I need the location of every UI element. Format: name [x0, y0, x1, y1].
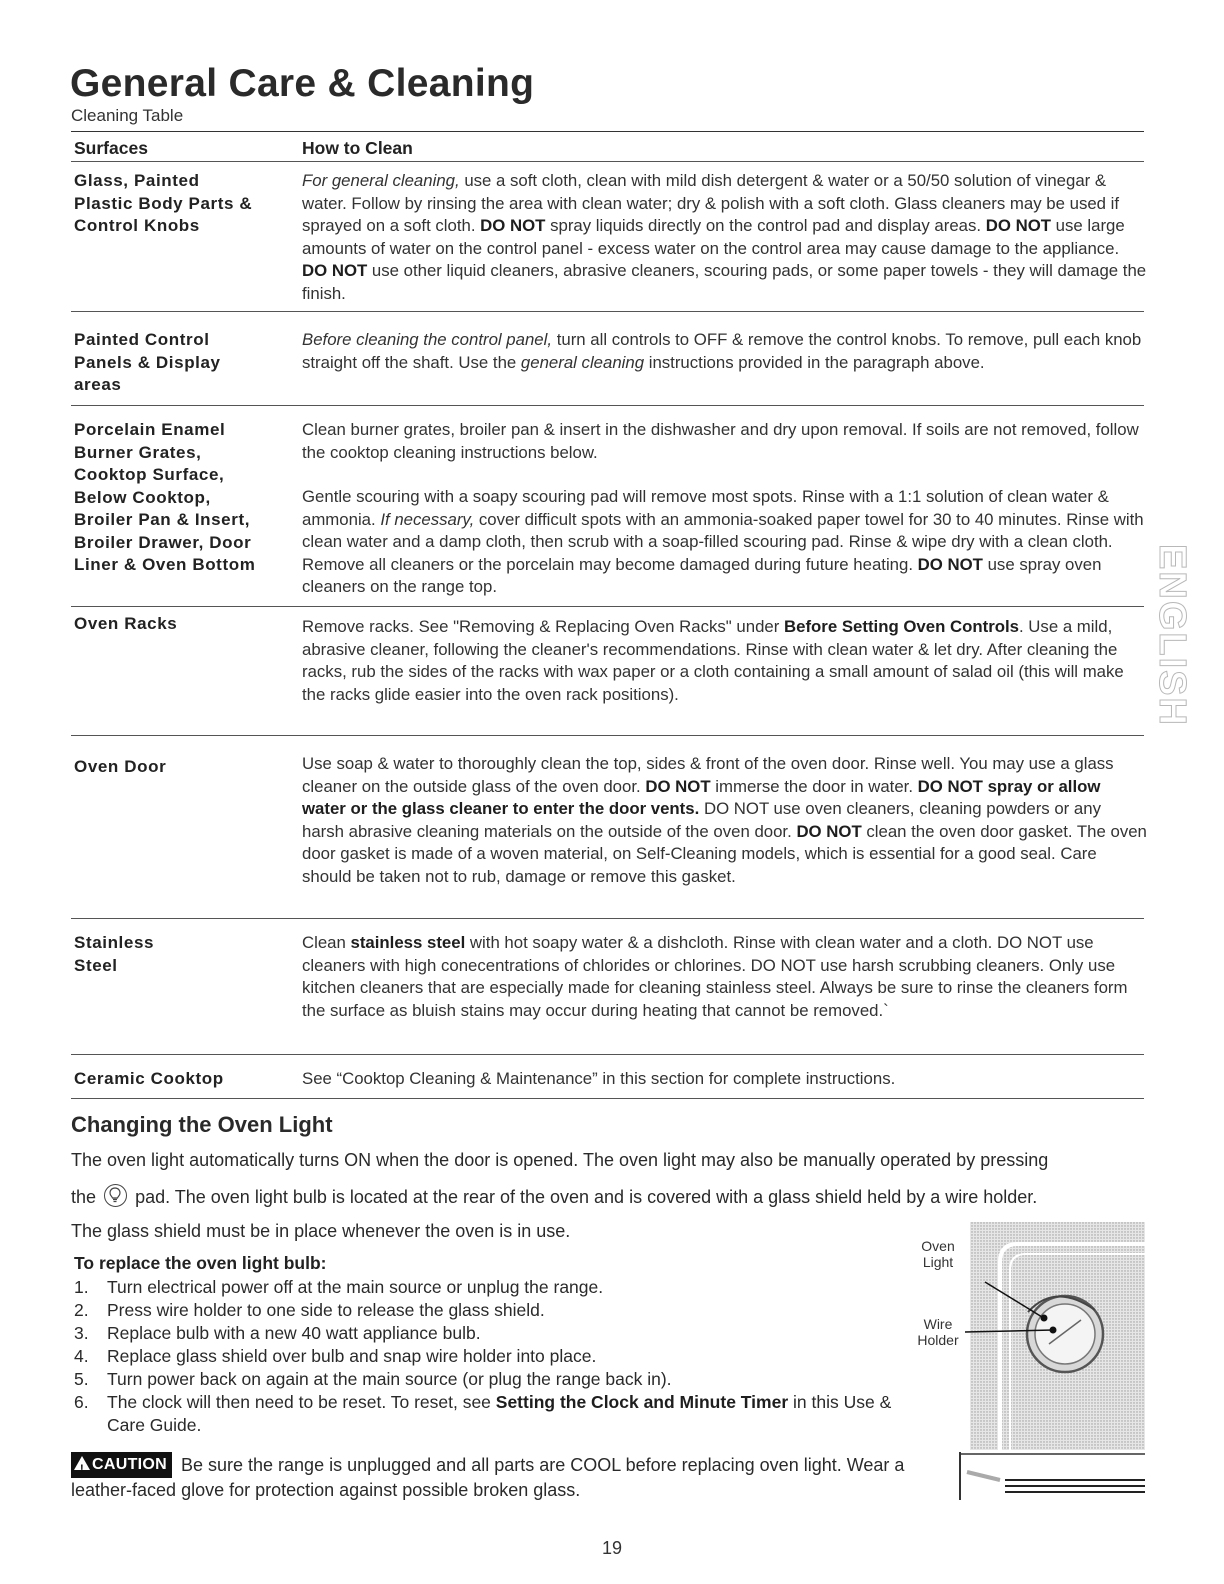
row-divider — [71, 1098, 1144, 1099]
how-to-clean-cell: For general cleaning, use a soft cloth, clean with mild dish detergent & water or a 50/50 solution of vinegar & water. Follow by rinsing the area with clean water; dry & polish with a soft cloth. Glass cleaners may be used if sprayed on a soft cloth. DO NOT spray liquids directly on the control pad and display areas. DO NOT use large amounts of water on the control panel - excess water on the control area may cause damage to the appliance. DO NOT use other liquid cleaners, abrasive cleaners, scouring pads, or some paper towels - they will damage the finish. — [302, 171, 1147, 303]
replace-bulb-steps — [74, 1276, 904, 1437]
wire-holder-label: Wire Holder — [917, 1316, 959, 1348]
page-subtitle: Cleaning Table — [71, 106, 184, 125]
list-item: 3. Replace bulb with a new 40 watt appliance bulb. — [74, 1323, 481, 1343]
oven-light-intro-2: the pad. The oven light bulb is located at the rear of the oven and is covered with a glass shield held by a wire holder. — [71, 1184, 1151, 1209]
list-item: 2. Press wire holder to one side to release the glass shield. — [74, 1300, 545, 1320]
row-divider — [71, 735, 1144, 736]
how-to-clean-cell: Clean burner grates, broiler pan & insert in the dishwasher and dry upon removal. If soils are not removed, follow the cooktop cleaning instructions below. Gentle scouring with a soapy scouring pad will remove most spots. Rinse with a 1:1 solution of clean water & ammonia. If necessary, cover difficult spots with an ammonia-soaked paper towel for 30 to 40 minutes. Rinse with clean water and a damp cloth, then scrub with a soap-filled scouring pad. Rinse & wipe dry with a clean cloth. Remove all cleaners or the porcelain may become damaged during future heating. DO NOT use spray oven cleaners on the range top. — [302, 420, 1144, 596]
list-item: 4. Replace glass shield over bulb and snap wire holder into place. — [74, 1346, 597, 1366]
surface-cell: Porcelain Enamel Burner Grates, Cooktop Surface, Below Cooktop, Broiler Pan & Insert, Broiler Drawer, Door Liner & Oven Bottom — [74, 420, 256, 574]
row-divider — [71, 918, 1144, 919]
oven-light-label: Oven Light — [921, 1238, 955, 1270]
list-item: 6. The clock will then need to be reset. To reset, see Setting the Clock and Minute Timer in this Use & Care Guide. — [74, 1392, 892, 1435]
oven-light-intro-3: The glass shield must be in place whenever the oven is in use. — [71, 1221, 571, 1241]
caution-badge: !CAUTION — [71, 1452, 172, 1478]
how-to-clean-cell: Use soap & water to thoroughly clean the top, sides & front of the oven door. Rinse well. You may use a glass cleaner on the outside glass of the oven door. DO NOT immerse the door in water. DO NOT spray or allow water or the glass cleaner to enter the door vents. DO NOT use oven cleaners, cleaning powders or any harsh abrasive cleaning materials on the outside of the oven door. DO NOT clean the oven door gasket. The oven door gasket is made of a woven material, on Self-Cleaning models, which is essential for a good seal. Care should be taken not to rub, damage or remove this gasket. — [302, 754, 1147, 886]
how-to-clean-cell: Before cleaning the control panel, turn all controls to OFF & remove the control knobs. To remove, pull each knob straight off the shaft. Use the general cleaning instructions provided in the paragraph above. — [302, 330, 1142, 372]
section-title-oven-light: Changing the Oven Light — [71, 1112, 333, 1137]
surface-cell: Stainless Steel — [74, 933, 155, 975]
language-side-tab: ENGLISH — [1150, 543, 1193, 727]
how-to-clean-cell: Remove racks. See "Removing & Replacing Oven Racks" under Before Setting Oven Controls. Use a mild, abrasive cleaner, following the cleaner's recommendations. Rinse with clean water & let dry. After cleaning the racks, rub the sides of the racks with wax paper or a cloth containing a small amount of salad oil (this will make the racks glide easier into the oven rack positions). — [302, 617, 1124, 704]
page-number: 19 — [601, 1538, 623, 1558]
surface-cell: Ceramic Cooktop — [74, 1069, 224, 1088]
how-to-clean-cell: See “Cooktop Cleaning & Maintenance” in this section for complete instructions. — [302, 1069, 896, 1088]
list-item: 5. Turn power back on again at the main source (or plug the range back in). — [74, 1369, 672, 1389]
oven-light-intro: The oven light automatically turns ON when the door is opened. The oven light may also be manually operated by pressing — [71, 1150, 1049, 1170]
list-item: 1. Turn electrical power off at the main source or unplug the range. — [74, 1277, 604, 1297]
row-divider — [71, 311, 1144, 312]
row-divider — [71, 405, 1144, 406]
warning-icon — [74, 1456, 90, 1470]
row-divider — [71, 606, 1144, 607]
light-bulb-icon — [104, 1184, 127, 1207]
surface-cell: Oven Racks — [74, 614, 178, 633]
row-divider — [71, 1054, 1144, 1055]
column-header-how-to-clean: How to Clean — [302, 138, 413, 158]
replace-bulb-title: To replace the oven light bulb: — [74, 1253, 327, 1273]
surface-cell: Oven Door — [74, 757, 167, 776]
how-to-clean-cell: Clean stainless steel with hot soapy water & a dishcloth. Rinse with clean water and a cloth. DO NOT use cleaners with high conecentrations of chlorides or chlorines. DO NOT use harsh scrubbing cleaners. Only use kitchen cleaners that are especially made for cleaning stainless steel. Always be sure to rinse the cleaners form the surface as bluish stains may occur during heating that cannot be removed.` — [302, 933, 1128, 1020]
oven-light-diagram — [905, 1222, 1145, 1502]
table-header-rule — [71, 161, 1144, 162]
column-header-surfaces: Surfaces — [74, 138, 148, 158]
page-title: General Care & Cleaning — [70, 62, 535, 105]
caution-notice: !CAUTION Be sure the range is unplugged and all parts are COOL before replacing oven light. Wear a leather-faced glove for protection against possible broken glass. — [71, 1452, 911, 1502]
surface-cell: Painted Control Panels & Display areas — [74, 330, 221, 394]
surface-cell: Glass, Painted Plastic Body Parts & Control Knobs — [74, 171, 253, 235]
table-top-rule — [71, 131, 1144, 132]
